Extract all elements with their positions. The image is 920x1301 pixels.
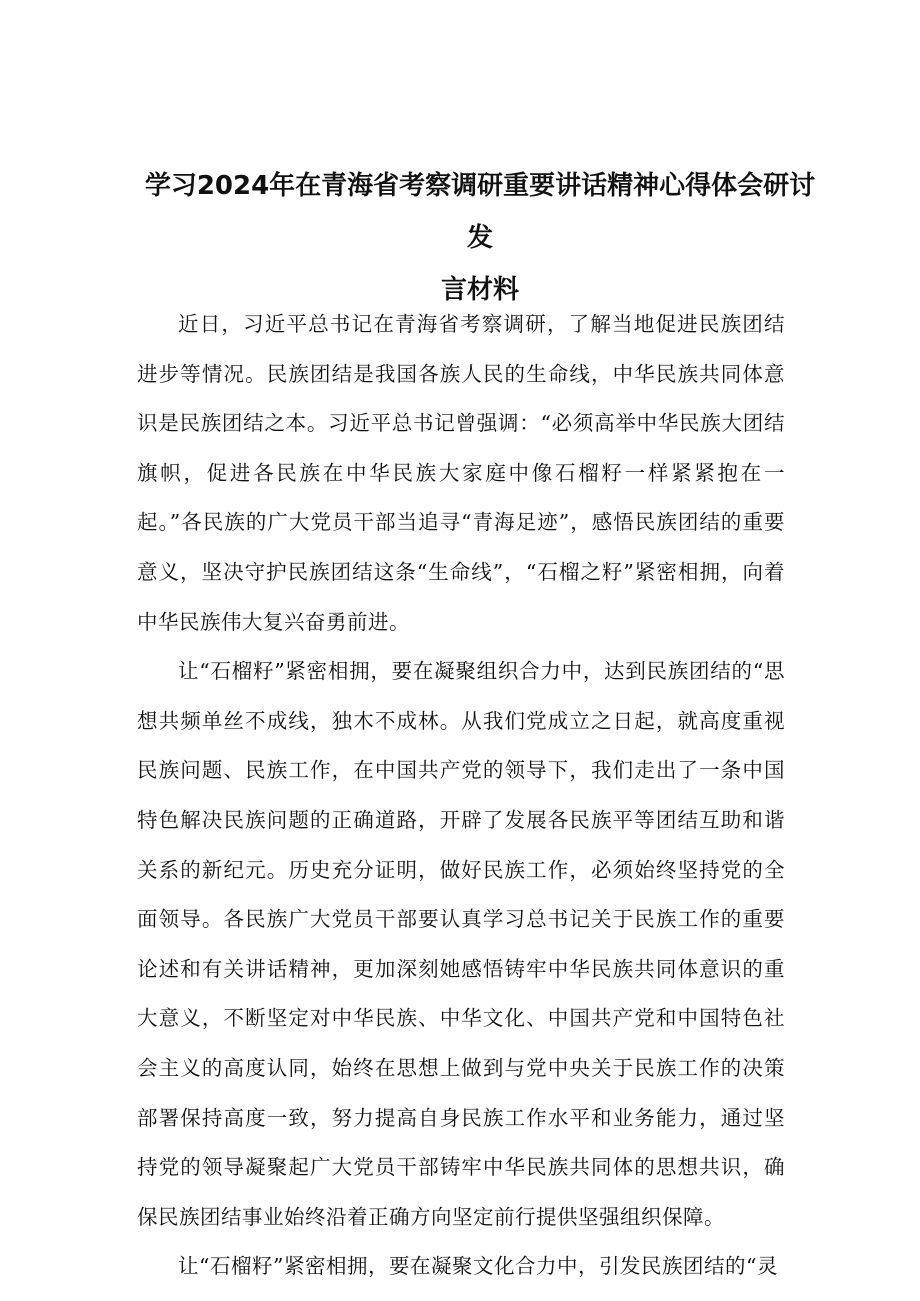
paragraph-2: 让“石榴籽”紧密相拥，要在凝聚组织合力中，达到民族团结的“思想共频单丝不成线，独木不成林。从我们党成立之日起，就高度重视民族问题、民族工作，在中国共产党的领导下，我们走出了一条中国特色解决民族问题的正确道路，开辟了发展各民族平等团结互助和谐关系的新纪元。历史充分证明，做好民族工作，必须始终坚持党的全面领导。各民族广大党员干部要认真学习总书记关于民族工作的重要论述和有关讲话精神，更加深刻她感悟铸牢中华民族共同体意识的重大意义，不断坚定对中华民族、中华文化、中国共产党和中国特色社会主义的高度认同，始终在思想上做到与党中央关于民族工作的决策部署保持高度一致，努力提高自身民族工作水平和业务能力，通过坚持党的领导凝聚起广大党员干部铸牢中华民族共同体的思想共识，确保民族团结事业始终沿着正确方向坚定前行提供坚强组织保障。 bbox=[137, 659, 785, 1229]
paragraph-1: 近日，习近平总书记在青海省考察调研，了解当地促进民族团结进步等情况。民族团结是我国各族人民的生命线，中华民族共同体意识是民族团结之本。习近平总书记曾强调：“必须高举中华民族大团结旗帜，促进各民族在中华民族大家庭中像石榴籽一样紧紧抱在一起。”各民族的广大党员干部当追寻“青海足迹”，感悟民族团结的重要意义，坚决守护民族团结这条“生命线”，“石榴之籽”紧密相拥，向着中华民族伟大复兴奋勇前进。 bbox=[137, 312, 785, 634]
title-line-1: 学习2024年在青海省考察调研重要讲话精神心得体会研讨发 bbox=[144, 171, 816, 253]
document-title bbox=[140, 160, 820, 316]
paragraph-3: 让“石榴籽”紧密相拥，要在凝聚文化合力中，引发民族团结的“灵 bbox=[178, 1254, 778, 1279]
title-line-2: 言材料 bbox=[440, 275, 519, 305]
document-body bbox=[137, 300, 785, 1292]
